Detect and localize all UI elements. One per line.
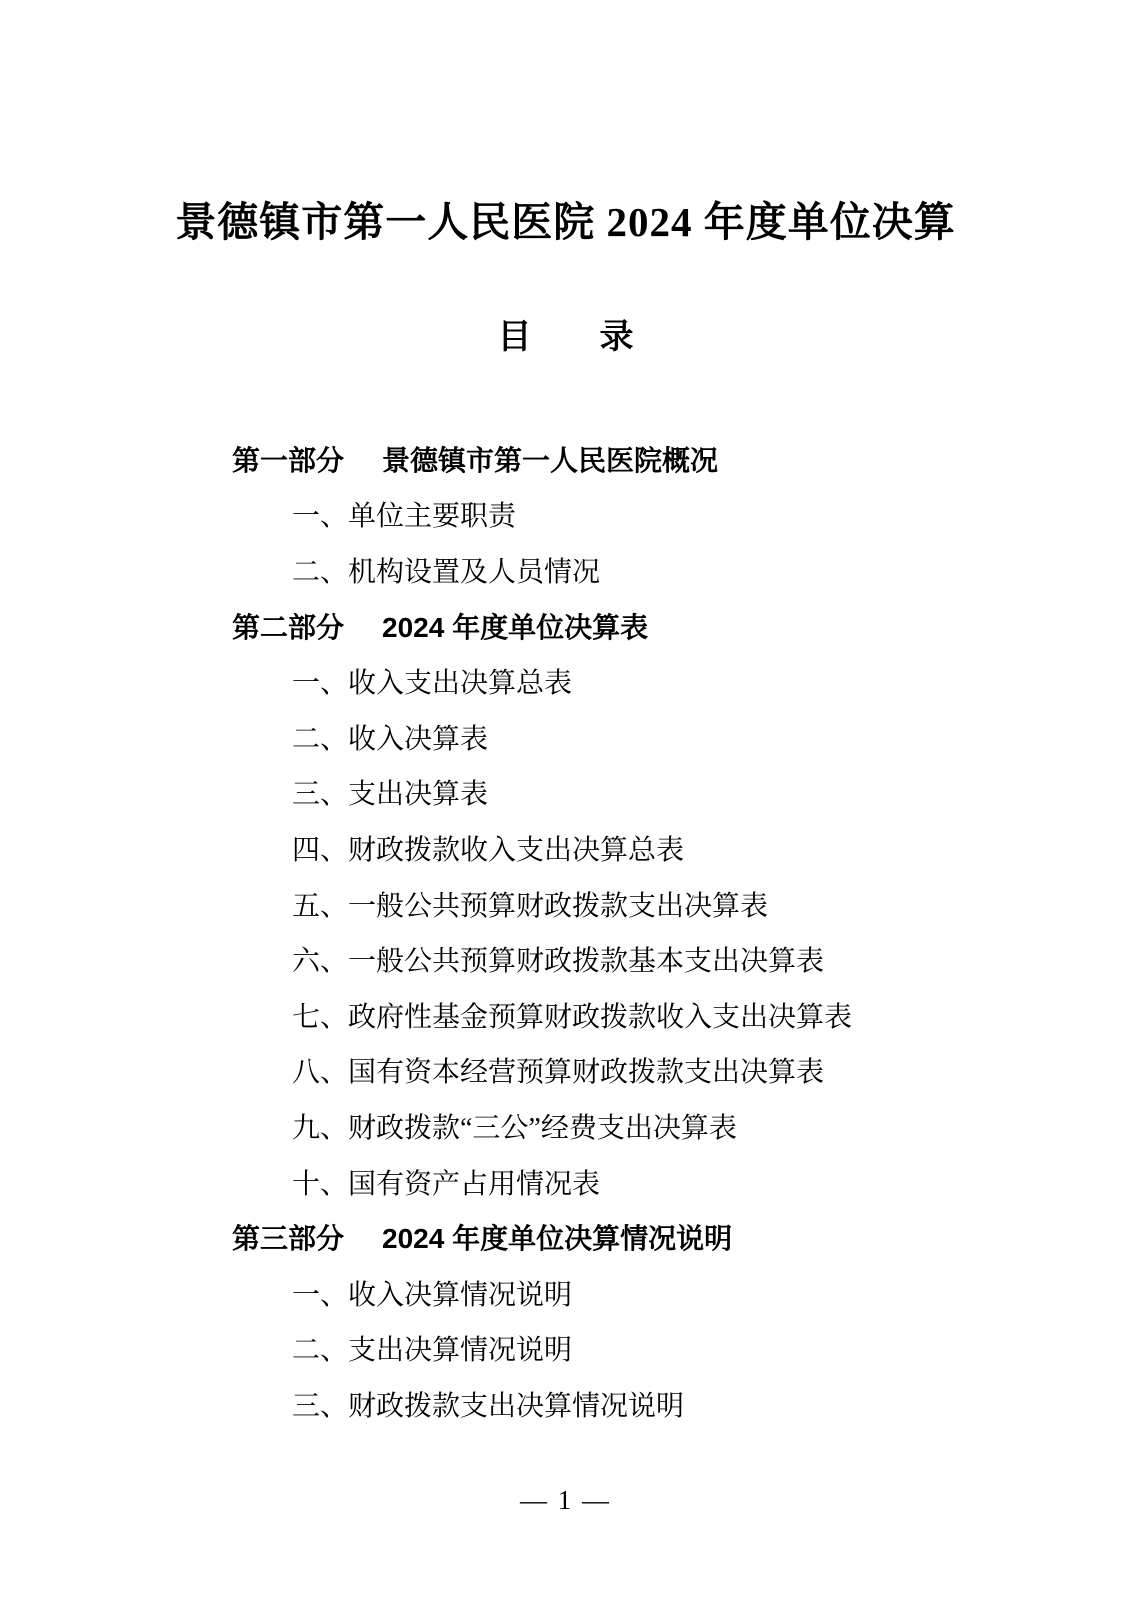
toc-section-header-1 (232, 431, 991, 487)
section-label: 第三部分 (232, 1223, 345, 1255)
document-title: 景德镇市第一人民医院 2024 年度单位决算 (175, 199, 956, 245)
section-title: 2024 年度单位决算表 (382, 611, 649, 643)
toc-heading: 目 录 (497, 319, 634, 356)
toc-item: 三、财政拨款支出决算情况说明 (292, 1390, 685, 1422)
toc-item: 四、财政拨款收入支出决算总表 (292, 834, 685, 866)
toc-item: 二、收入决算表 (292, 723, 489, 755)
toc-item: 十、国有资产占用情况表 (292, 1168, 601, 1200)
toc-section-header-3 (232, 1209, 991, 1265)
section-label: 第一部分 (232, 444, 345, 476)
section-title: 2024 年度单位决算情况说明 (382, 1223, 733, 1255)
toc-item: 六、一般公共预算财政拨款基本支出决算表 (292, 946, 825, 978)
toc-item: 一、收入支出决算总表 (292, 668, 573, 700)
section-label: 第二部分 (232, 611, 345, 643)
toc-item: 一、单位主要职责 (292, 501, 517, 533)
toc-item: 三、支出决算表 (292, 779, 489, 811)
toc-item: 九、财政拨款“三公”经费支出决算表 (292, 1112, 737, 1144)
toc-item: 一、收入决算情况说明 (292, 1279, 573, 1311)
toc-item: 二、支出决算情况说明 (292, 1335, 573, 1367)
toc-item: 七、政府性基金预算财政拨款收入支出决算表 (292, 1001, 853, 1033)
table-of-contents (232, 431, 991, 1432)
toc-item: 五、一般公共预算财政拨款支出决算表 (292, 890, 769, 922)
page-number: — 1 — (520, 1485, 611, 1515)
toc-item: 二、机构设置及人员情况 (292, 556, 601, 588)
section-title: 景德镇市第一人民医院概况 (382, 444, 719, 476)
toc-item: 八、国有资本经营预算财政拨款支出决算表 (292, 1057, 825, 1089)
toc-section-header-2 (232, 598, 991, 654)
